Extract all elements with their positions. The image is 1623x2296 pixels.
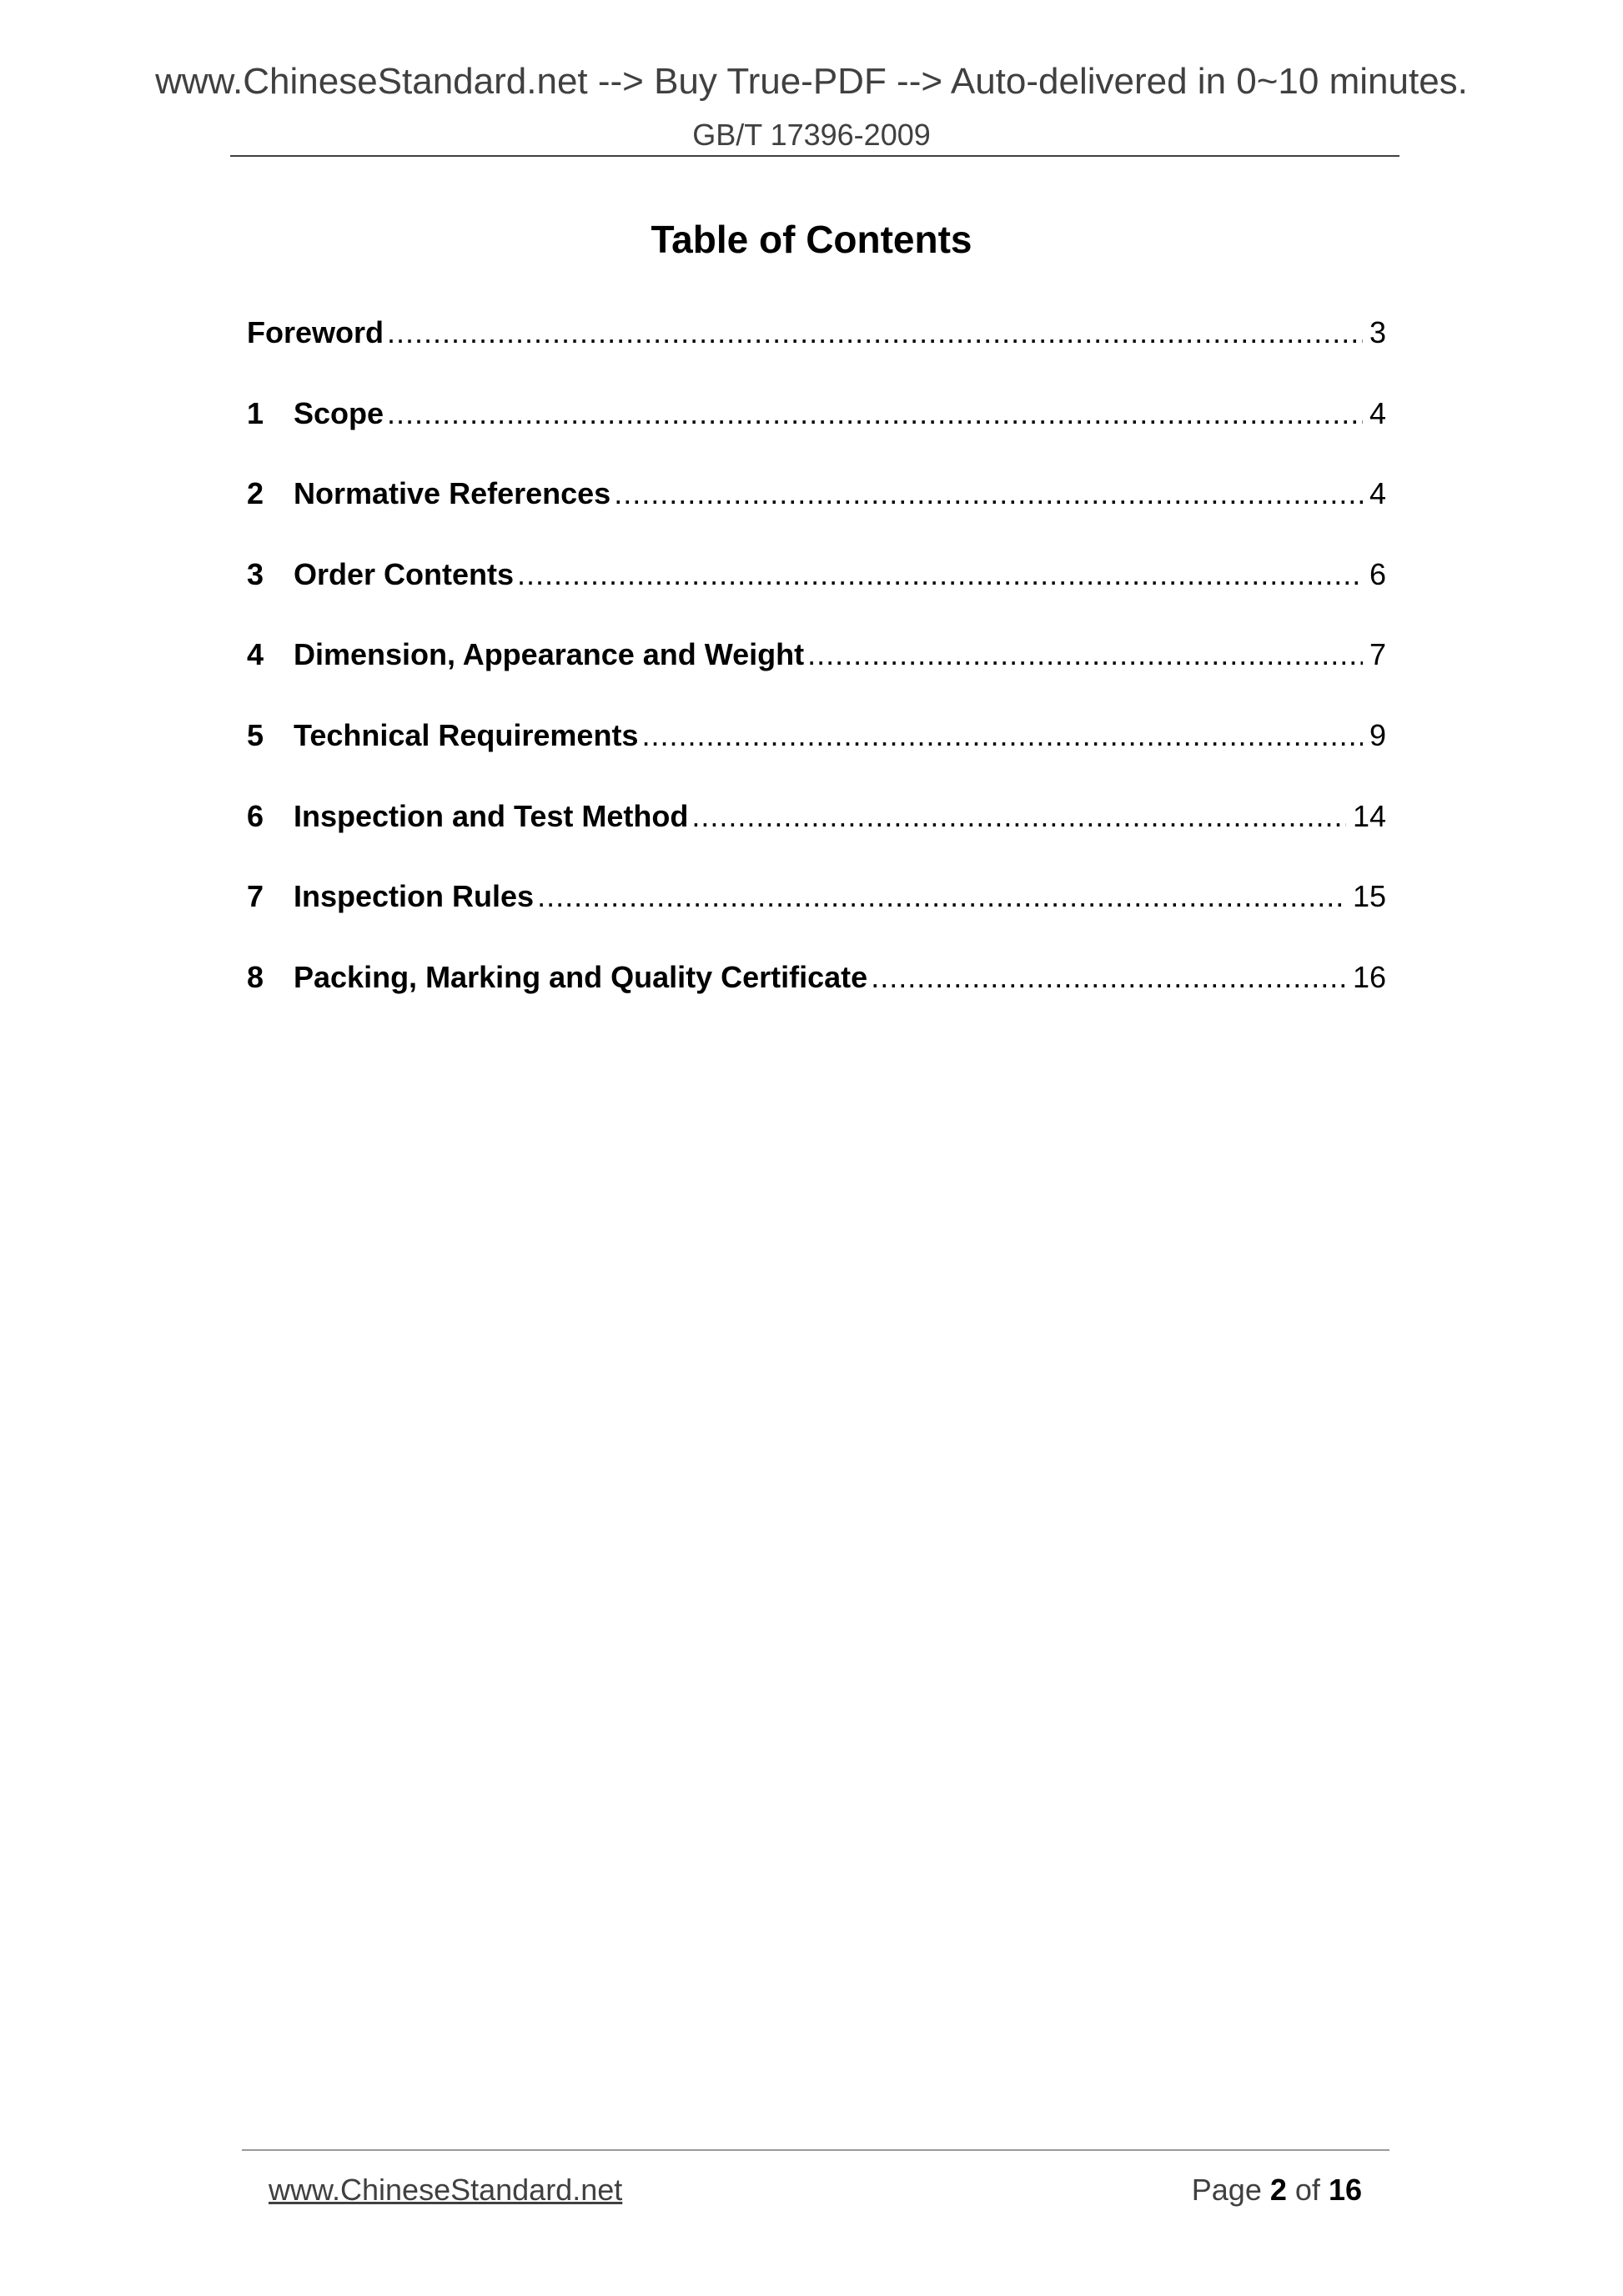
toc-entry-foreword[interactable] xyxy=(247,314,1386,395)
toc-leader-dots xyxy=(871,959,1346,995)
page-current: 2 xyxy=(1269,2173,1287,2207)
toc-entry-number: 3 xyxy=(247,556,264,591)
toc-entry-label: Inspection and Test Method xyxy=(294,798,689,833)
toc-entry-page: 15 xyxy=(1352,879,1386,914)
toc-entry-dimension[interactable] xyxy=(247,636,1386,717)
toc-leader-dots xyxy=(614,475,1363,511)
toc-leader-dots xyxy=(537,878,1346,914)
page-of: of xyxy=(1294,2173,1320,2207)
toc-entry-label: Packing, Marking and Quality Certificate xyxy=(294,959,868,994)
footer-site-link[interactable]: www.ChineseStandard.net xyxy=(269,2173,623,2207)
toc-entry-label: Normative References xyxy=(294,476,611,511)
toc-entry-page: 14 xyxy=(1352,798,1386,833)
toc-entry-number: 2 xyxy=(247,476,264,511)
toc-entry-label: Inspection Rules xyxy=(294,879,535,914)
toc-list xyxy=(247,314,1386,1039)
toc-entry-page: 3 xyxy=(1369,315,1386,349)
toc-entry-scope[interactable] xyxy=(247,395,1386,476)
toc-entry-label: Order Contents xyxy=(294,556,515,591)
toc-entry-page: 6 xyxy=(1369,556,1386,591)
footer-divider xyxy=(242,2149,1389,2151)
toc-entry-number: 8 xyxy=(247,959,264,994)
toc-entry-inspection-test-method[interactable] xyxy=(247,798,1386,879)
toc-entry-technical-requirements[interactable] xyxy=(247,717,1386,798)
toc-entry-label: Technical Requirements xyxy=(294,717,639,752)
toc-entry-page: 4 xyxy=(1369,476,1386,511)
toc-entry-number: 5 xyxy=(247,717,264,752)
toc-entry-number: 6 xyxy=(247,798,264,833)
toc-entry-page: 4 xyxy=(1369,395,1386,430)
toc-entry-label: Dimension, Appearance and Weight xyxy=(294,637,805,672)
toc-leader-dots xyxy=(691,798,1346,834)
toc-entry-normative-references[interactable] xyxy=(247,475,1386,556)
toc-entry-label: Foreword xyxy=(247,315,384,349)
header-divider xyxy=(230,155,1399,157)
toc-entry-number: 7 xyxy=(247,879,264,914)
toc-entry-page: 9 xyxy=(1369,717,1386,752)
toc-entry-packing-marking[interactable] xyxy=(247,959,1386,1040)
toc-entry-number: 1 xyxy=(247,395,264,430)
toc-leader-dots xyxy=(387,314,1363,350)
toc-leader-dots xyxy=(517,556,1363,592)
header-banner: www.ChineseStandard.net --> Buy True-PDF --> Auto-delivered in 0~10 minutes. xyxy=(155,61,1468,102)
toc-entry-page: 7 xyxy=(1369,637,1386,672)
toc-leader-dots xyxy=(641,717,1363,753)
toc-title: Table of Contents xyxy=(651,218,972,261)
toc-entry-order-contents[interactable] xyxy=(247,556,1386,637)
toc-entry-inspection-rules[interactable] xyxy=(247,878,1386,959)
toc-leader-dots xyxy=(807,636,1363,672)
toc-entry-page: 16 xyxy=(1352,959,1386,994)
toc-entry-number: 4 xyxy=(247,637,264,672)
standard-code: GB/T 17396-2009 xyxy=(692,118,931,152)
toc-entry-label: Scope xyxy=(294,395,384,430)
footer-page-number xyxy=(1192,2172,1362,2208)
page-prefix: Page xyxy=(1191,2173,1262,2207)
page-total: 16 xyxy=(1328,2173,1362,2207)
toc-leader-dots xyxy=(387,395,1363,431)
